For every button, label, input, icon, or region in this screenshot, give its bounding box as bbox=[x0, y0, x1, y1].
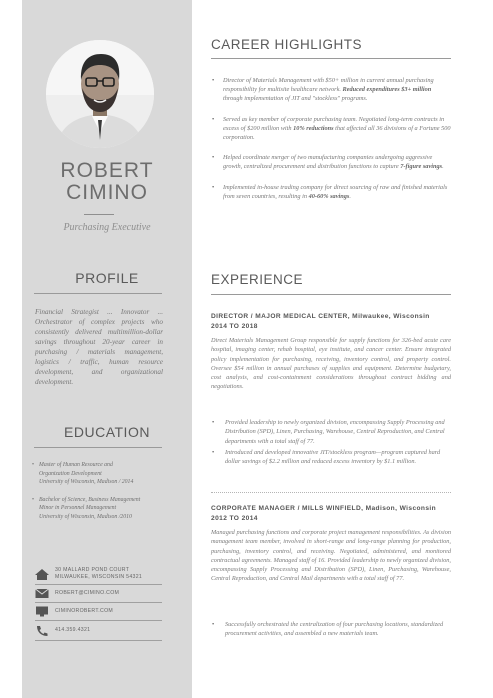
contact-divider bbox=[35, 584, 162, 585]
job-title-line: CORPORATE MANAGER / MILLS WINFIELD, Madison, Wisconsin bbox=[211, 505, 437, 512]
job-title-line: DIRECTOR / MAJOR MEDICAL CENTER, Milwaukee, Wisconsin bbox=[211, 313, 430, 320]
contact-address bbox=[35, 567, 162, 581]
job-bullets bbox=[212, 418, 452, 468]
education-list bbox=[32, 461, 164, 530]
career-item: • Implemented in-house trading company for direct sourcing of raw and finished materials from seven countries, resulting in 40-60% savings. bbox=[212, 183, 452, 201]
job-bullet: • Provided leadership to newly organized division, encompassing Supply Processing and Distribution (SPD), Linen, Purchasing, Warehouse, Central Reproduction, and Central departments with a total staff of 77. bbox=[212, 418, 452, 446]
job-dates: 2012 TO 2014 bbox=[211, 515, 258, 522]
education-heading: EDUCATION bbox=[64, 424, 150, 440]
email-text[interactable]: ROBERT@CIMINO.COM bbox=[55, 590, 120, 596]
home-icon bbox=[35, 569, 49, 580]
envelope-icon bbox=[35, 588, 49, 599]
job-description: Managed purchasing functions and corporate project management responsibilities. As division management team member, involved in short-range and long-range planning for production, purchasing, inventory control, and receiving. Negotiated, administered, and monitored contractual agreements. Managed staff of 16. Provided leadership to newly organized division, encompassing Supply Processing and Distribution (SPD), Linen, Purchasing, Warehouse, Central Reproduction, and Central Mail departments with a total staff of 77. bbox=[211, 529, 451, 583]
phone-icon bbox=[35, 625, 49, 636]
experience-heading: EXPERIENCE bbox=[211, 272, 304, 287]
education-item bbox=[32, 461, 164, 487]
contact-divider bbox=[35, 640, 162, 641]
education-divider bbox=[34, 447, 162, 448]
phone-text[interactable]: 414.359.4321 bbox=[55, 627, 91, 633]
degree-line: Organization Development bbox=[39, 470, 102, 477]
contact-divider bbox=[35, 602, 162, 603]
job-bullet: • Successfully orchestrated the centralization of four purchasing locations, standardized procurement activities, and assembled a new materials team. bbox=[212, 620, 452, 639]
experience-divider bbox=[211, 294, 451, 295]
profile-photo bbox=[46, 40, 154, 148]
contact-email bbox=[35, 588, 162, 599]
career-item: • Served as key member of corporate purchasing team. Negotiated long-term contracts in excess of $200 million with 10% reductions that affected all 36 divisions of a Fortune 500 corporation. bbox=[212, 115, 452, 143]
last-name: CIMINO bbox=[66, 181, 148, 204]
profile-heading: PROFILE bbox=[75, 270, 139, 286]
career-item: • Helped coordinate merger of two manufacturing companies undergoing aggressive growth, centralized procurement and distribution functions to capture 7-figure savings. bbox=[212, 153, 452, 171]
job-dates: 2014 TO 2018 bbox=[211, 323, 258, 330]
website-text[interactable]: CIMINOROBERT.COM bbox=[55, 608, 114, 614]
address-line: MILWAUKEE, WISCONSIN 54321 bbox=[55, 574, 143, 580]
school: University of Wisconsin, Madison /2010 bbox=[39, 513, 132, 520]
job-header bbox=[211, 312, 451, 332]
career-list bbox=[212, 76, 452, 212]
name-divider bbox=[84, 214, 114, 215]
job-description: Direct Materials Management Group responsible for supply functions for 326-bed acute care hospital, imaging center, rehab hospital, eye institute, and cancer center. Ensure integrated policy implementation for purchasing, receiving, inventory control, and property control. Oversee $54 million in annual purchases of supplies and equipment. Determine budgetary, cost analysis, and cost-containment considerations throughout contract bidding and negotiations. bbox=[211, 337, 451, 391]
profile-text: Financial Strategist ... Innovator ... Orchestrator of complex projects who consistently delivered multimillion-dollar savings throughout 20-year career in purchasing / materials management, logistics / traffic, human resource development, and organizational development. bbox=[35, 308, 163, 386]
person-name bbox=[22, 160, 192, 204]
job-bullets bbox=[212, 620, 452, 641]
job-bullet: • Introduced and developed innovative JIT/stockless program—program captured hard dollar savings of $2.2 million and reduced excess inventory by $1.1 million. bbox=[212, 448, 452, 467]
education-item bbox=[32, 496, 164, 522]
career-divider bbox=[211, 58, 451, 59]
school: University of Wisconsin, Madison / 2014 bbox=[39, 479, 134, 485]
profile-divider bbox=[34, 293, 162, 294]
job-separator bbox=[211, 492, 451, 493]
career-item: • Director of Materials Management with $50+ million in current annual purchasing responsibility for multisite healthcare network. Reduced expenditures $3+ million through implementation of JIT and "stockless" programs. bbox=[212, 76, 452, 104]
first-name: ROBERT bbox=[60, 159, 154, 182]
career-heading: CAREER HIGHLIGHTS bbox=[211, 37, 363, 52]
contact-website bbox=[35, 606, 162, 617]
contact-divider bbox=[35, 620, 162, 621]
contact-phone bbox=[35, 625, 162, 636]
address-line: 30 MALLARD POND COURT bbox=[55, 567, 130, 573]
degree-line: Minor in Personnel Management bbox=[39, 505, 117, 511]
monitor-icon bbox=[35, 606, 49, 617]
job-header bbox=[211, 504, 451, 524]
job-title: Purchasing Executive bbox=[63, 222, 151, 233]
degree-line: • Master of Human Resource and bbox=[39, 462, 113, 468]
degree-line: • Bachelor of Science, Business Management bbox=[39, 496, 141, 503]
